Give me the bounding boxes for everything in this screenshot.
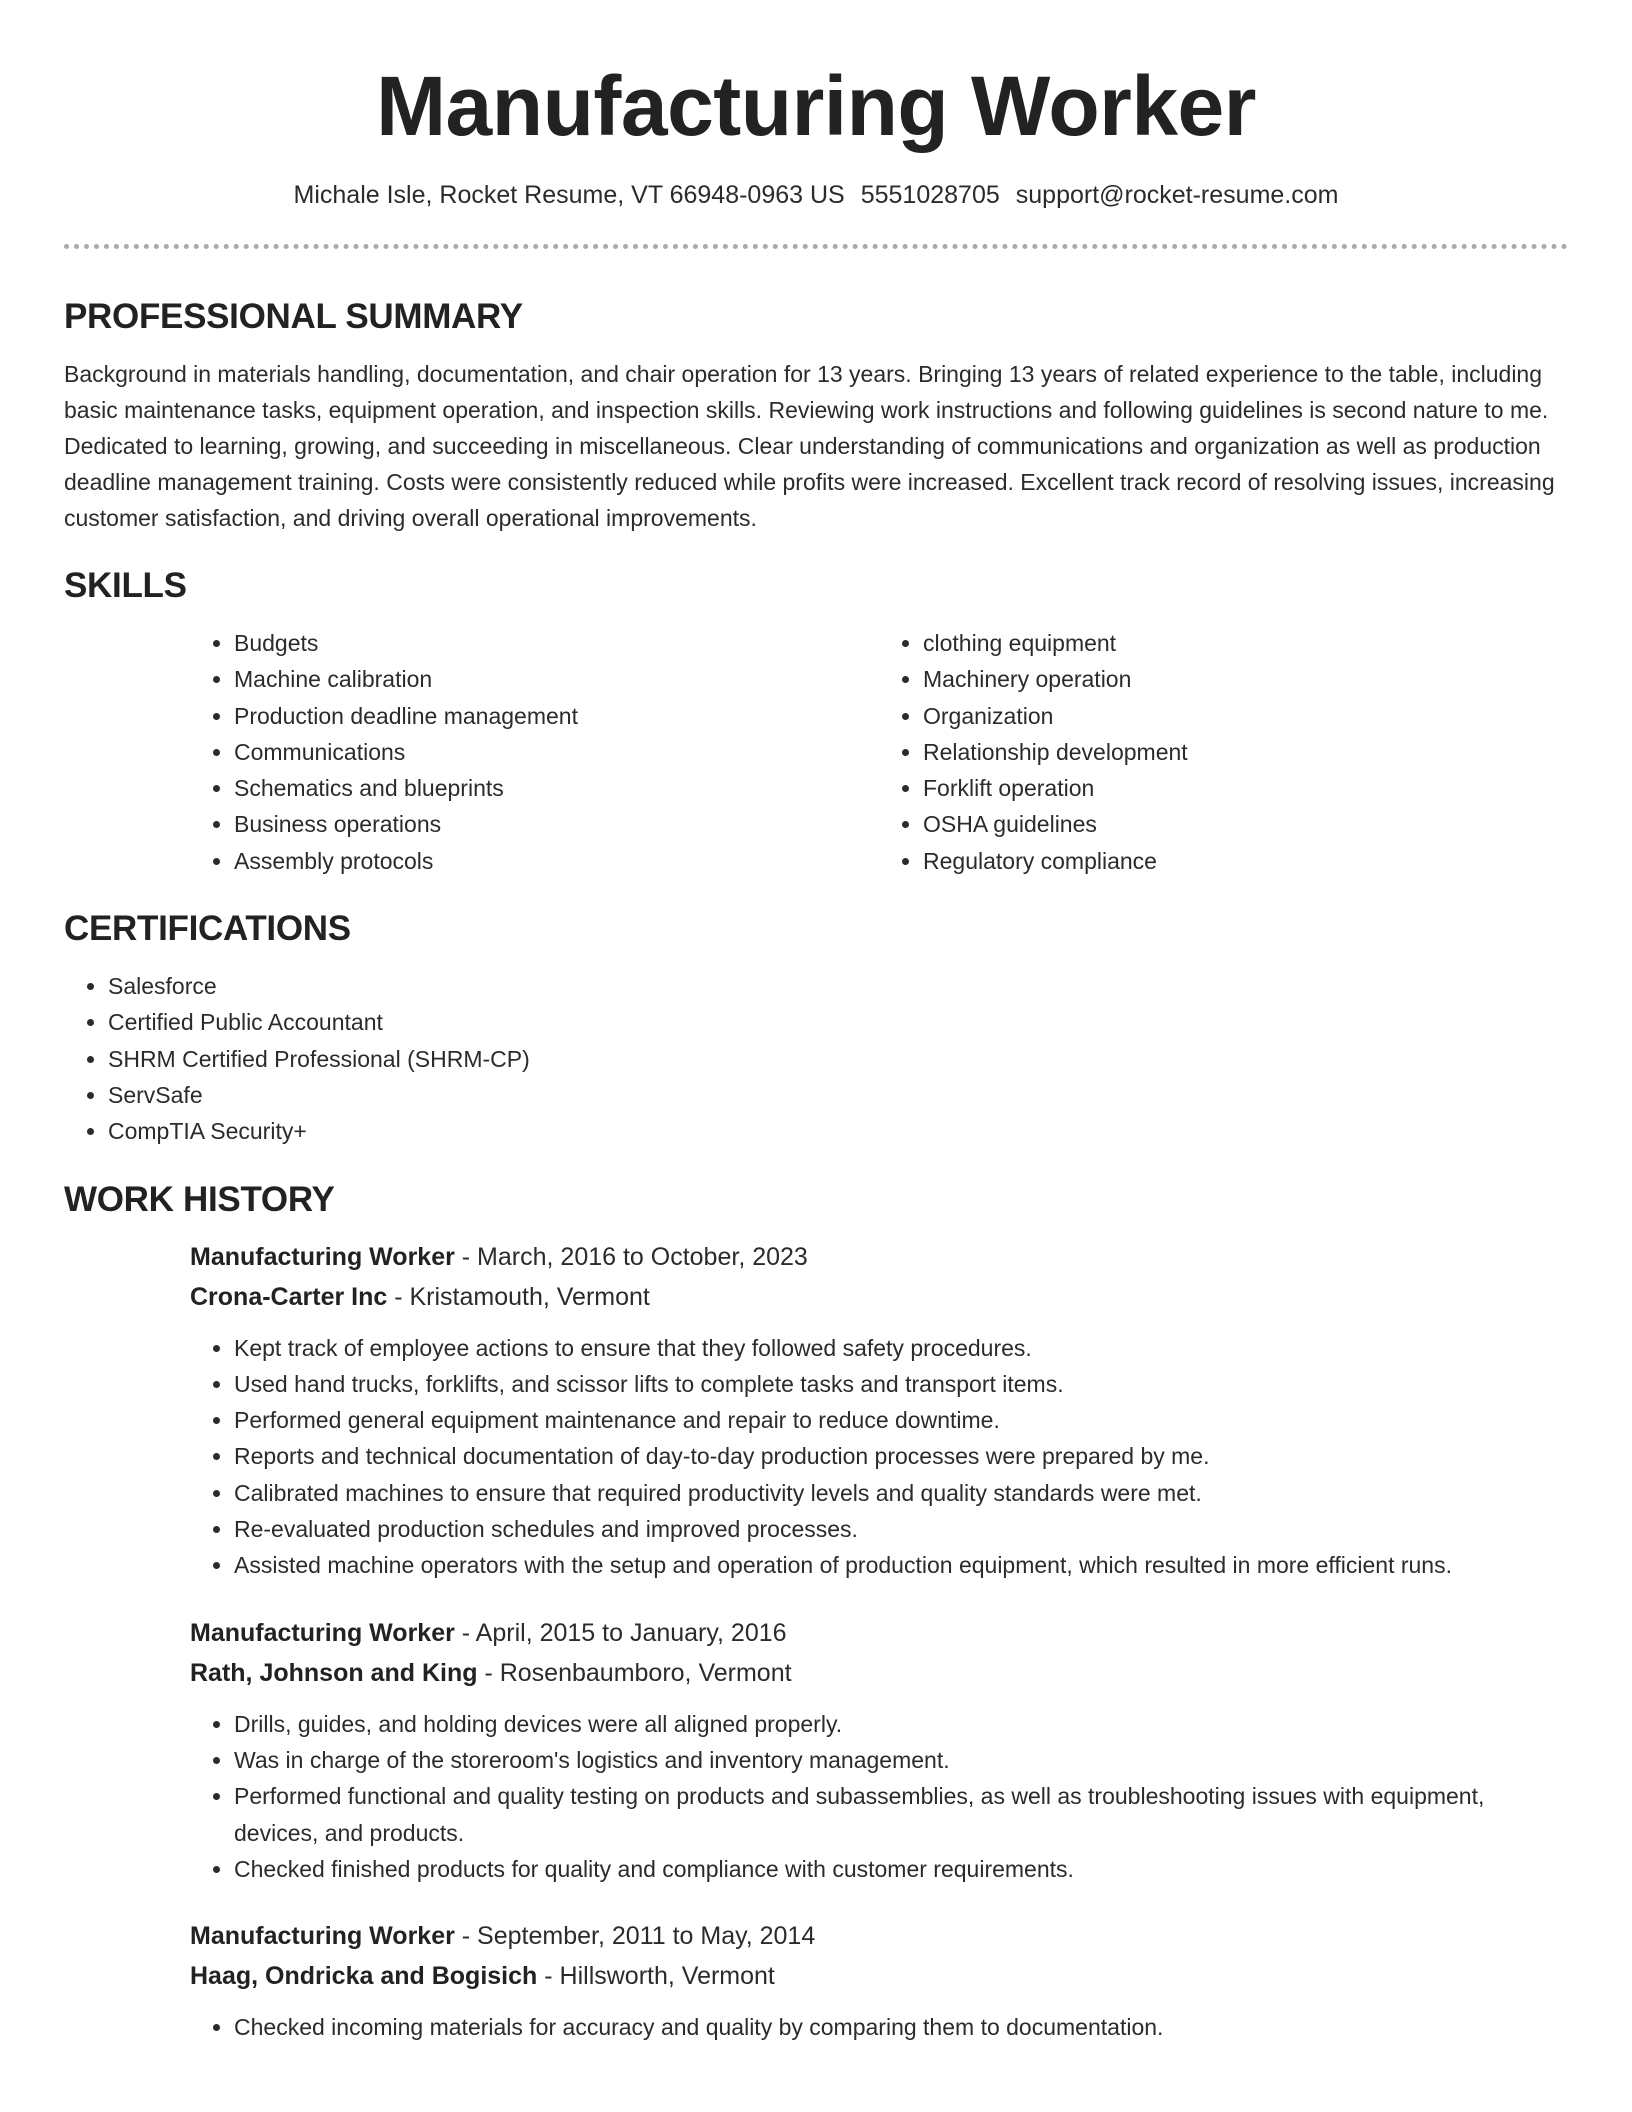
contact-phone: 5551028705 [860, 181, 1000, 209]
job-location: - Hillsworth, Vermont [537, 1962, 775, 1991]
skill-item: • Machine calibration [234, 661, 879, 697]
summary-heading: PROFESSIONAL SUMMARY [64, 297, 523, 336]
job-company: Crona-Carter Inc [190, 1282, 388, 1311]
job-duty: • Checked incoming materials for accuracy and quality by comparing them to documentation. [234, 2009, 1568, 2045]
certification-item: • Salesforce [108, 968, 1568, 1004]
skill-item: • Production deadline management [234, 698, 879, 734]
job-company-line [190, 1653, 1568, 1693]
work-history-heading: WORK HISTORY [64, 1179, 335, 1219]
job-duty: • Checked finished products for quality and compliance with customer requirements. [234, 1851, 1568, 1887]
certification-item: • SHRM Certified Professional (SHRM-CP) [108, 1041, 1568, 1077]
header-divider [64, 244, 1568, 249]
certification-item: • Certified Public Accountant [108, 1004, 1568, 1040]
resume-title: Manufacturing Worker [376, 59, 1256, 153]
certification-item: • ServSafe [108, 1077, 1568, 1113]
job-dates: - March, 2016 to October, 2023 [454, 1242, 808, 1271]
job-title-line [190, 1916, 1568, 1956]
job-duty: • Performed functional and quality testing on products and subassemblies, as well as troubleshooting issues with equipment, devices, and products. [234, 1778, 1568, 1851]
job-duty: • Drills, guides, and holding devices were all aligned properly. [234, 1706, 1568, 1742]
skills-list [190, 625, 1568, 879]
skill-item: • OSHA guidelines [923, 806, 1568, 842]
job-duty: • Used hand trucks, forklifts, and scissor lifts to complete tasks and transport items. [234, 1366, 1568, 1402]
job-duty: • Kept track of employee actions to ensure that they followed safety procedures. [234, 1330, 1568, 1366]
skill-item: • Organization [923, 698, 1568, 734]
job-company-line [190, 1956, 1568, 1996]
job-title-line [190, 1613, 1568, 1653]
job-company: Rath, Johnson and King [190, 1658, 478, 1687]
resume-page [64, 0, 1568, 2045]
job-company-line [190, 1277, 1568, 1317]
job-duties [190, 2009, 1568, 2045]
certifications-list [64, 968, 1568, 1149]
job-duty: • Performed general equipment maintenance and repair to reduce downtime. [234, 1402, 1568, 1438]
skills-heading: SKILLS [64, 566, 187, 605]
job-duty: • Assisted machine operators with the setup and operation of production equipment, which resulted in more efficient runs. [234, 1547, 1568, 1583]
job-duty: • Re-evaluated production schedules and improved processes. [234, 1511, 1568, 1547]
skill-item: • Business operations [234, 806, 879, 842]
job-location: - Kristamouth, Vermont [387, 1282, 650, 1311]
skill-item: • Regulatory compliance [923, 843, 1568, 879]
job-dates: - September, 2011 to May, 2014 [454, 1922, 816, 1951]
job-duties [190, 1330, 1568, 1584]
summary-text: Background in materials handling, documentation, and chair operation for 13 years. Bringing 13 years of related experience to the table, including basic maintenance tasks, equipment operation, and inspection skills. Reviewing work instructions and following guidelines is second nature to me. Dedicated to learning, growing, and succeeding in miscellaneous. Clear understanding of communications and organization as well as production deadline management training. Costs were consistently reduced while profits were increased. Excellent track record of resolving issues, increasing customer satisfaction, and driving overall operational improvements. [64, 361, 1555, 531]
skill-item: • Machinery operation [923, 661, 1568, 697]
job-entry [190, 1916, 1568, 2045]
skill-item: • Relationship development [923, 734, 1568, 770]
certification-item: • CompTIA Security+ [108, 1113, 1568, 1149]
job-entry [190, 1613, 1568, 1887]
job-dates: - April, 2015 to January, 2016 [454, 1618, 787, 1647]
contact-email[interactable]: support@rocket-resume.com [1015, 181, 1339, 209]
job-duty: • Reports and technical documentation of day-to-day production processes were prepared by me. [234, 1438, 1568, 1474]
certifications-heading: CERTIFICATIONS [64, 909, 351, 949]
job-company: Haag, Ondricka and Bogisich [190, 1962, 538, 1991]
skill-item: • Budgets [234, 625, 879, 661]
job-location: - Rosenbaumboro, Vermont [477, 1658, 792, 1687]
job-entry [190, 1237, 1568, 1584]
job-duties [190, 1706, 1568, 1887]
job-role: Manufacturing Worker [190, 1618, 455, 1647]
skill-item: • clothing equipment [923, 625, 1568, 661]
skill-item: • Forklift operation [923, 770, 1568, 806]
contact-address: Michale Isle, Rocket Resume, VT 66948-0963 US [293, 181, 845, 209]
job-role: Manufacturing Worker [190, 1922, 455, 1951]
skill-item: • Communications [234, 734, 879, 770]
skill-item: • Schematics and blueprints [234, 770, 879, 806]
skills-column-left [190, 625, 879, 879]
job-title-line [190, 1237, 1568, 1277]
skill-item: • Assembly protocols [234, 843, 879, 879]
job-role: Manufacturing Worker [190, 1242, 455, 1271]
contact-line [64, 179, 1568, 211]
job-duty: • Calibrated machines to ensure that required productivity levels and quality standards were met. [234, 1475, 1568, 1511]
skills-column-right [879, 625, 1568, 879]
job-duty: • Was in charge of the storeroom's logistics and inventory management. [234, 1742, 1568, 1778]
